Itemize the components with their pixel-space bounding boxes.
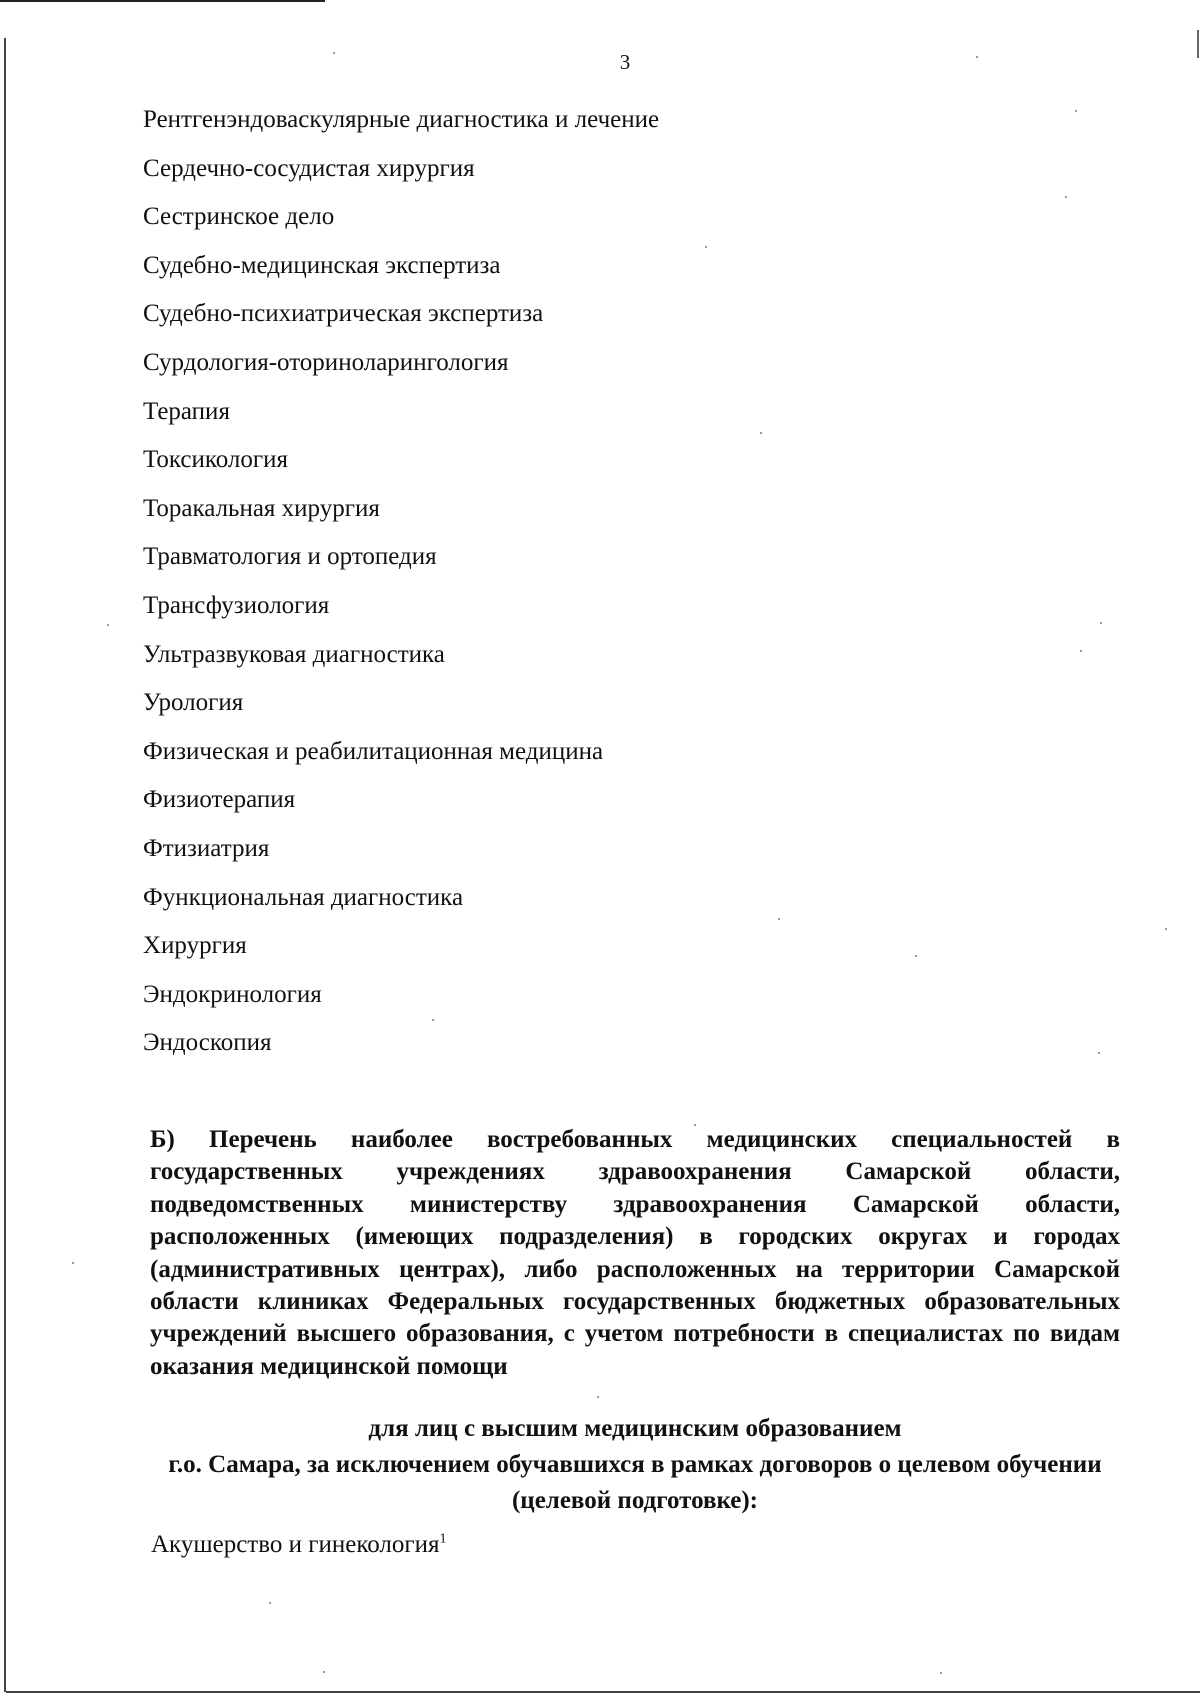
scan-speck [1165, 928, 1167, 930]
scan-edge-bottom [6, 1691, 1200, 1693]
scan-speck [72, 1262, 74, 1264]
list-item: Рентгенэндоваскулярные диагностика и лечение [143, 106, 660, 133]
scan-edge-right [1197, 30, 1199, 58]
scan-speck [323, 1671, 325, 1673]
list-item: Ультразвуковая диагностика [143, 640, 445, 668]
section-b-entry [151, 1527, 447, 1563]
footnote-marker: 1 [439, 1531, 447, 1547]
list-item: Торакальная хирургия [143, 494, 380, 522]
list-item: Травматология и ортопедия [143, 543, 437, 571]
scan-speck [1100, 622, 1102, 624]
page-number: 3 [619, 50, 631, 74]
list-item: Хирургия [143, 932, 247, 960]
list-item: Терапия [143, 397, 230, 425]
list-item: Сурдология-оториноларингология [143, 348, 509, 376]
subheading-line-2: г.о. Самара, за исключением обучавшихся в рамках договоров о целевом обучении (целевой подготовке): [168, 1451, 1102, 1514]
scan-speck [940, 1672, 942, 1674]
scan-speck [915, 955, 917, 957]
list-item: Сестринское дело [143, 203, 335, 231]
scan-edge-left [4, 38, 6, 1692]
list-item: Функциональная диагностика [143, 883, 464, 911]
scan-speck [1080, 650, 1082, 652]
list-item: Физическая и реабилитационная медицина [143, 737, 604, 765]
scan-speck [694, 1124, 696, 1126]
scan-speck [1075, 110, 1077, 112]
scan-speck [597, 1396, 599, 1398]
list-item: Урология [143, 689, 244, 717]
specialties-list [143, 102, 659, 1074]
list-item: Фтизиатрия [143, 834, 270, 862]
list-item: Токсикология [143, 446, 289, 474]
list-item: Судебно-медицинская экспертиза [143, 251, 501, 279]
section-b-heading: Б) Перечень наиболее востребованных медицинских специальностей в государственных учреждениях здравоохранения Самарской области, подведомственных министерству здравоохранения Самарской области, расположенных (имеющих подразделения) в городских округах и городах (административных центрах), либо расположенных на территории Самарской области клиниках Федеральных государственных бюджетных образовательных учреждений высшего образования, с учетом потребности в специалистах по видам оказания медицинской помощи [150, 1126, 1120, 1380]
scan-edge-top [0, 0, 325, 2]
scan-speck [1098, 1052, 1100, 1054]
section-b-subheading [150, 1411, 1120, 1519]
list-item: Эндоскопия [143, 1029, 272, 1057]
list-item: Судебно-психиатрическая экспертиза [143, 300, 544, 328]
scan-speck [1065, 196, 1067, 198]
subheading-line-1: для лиц с высшим медицинским образованием [368, 1415, 902, 1442]
scan-speck [760, 432, 762, 434]
scan-speck [778, 918, 780, 920]
scan-speck [432, 1019, 434, 1021]
list-item: Эндокринология [143, 980, 322, 1008]
scan-speck [705, 246, 707, 248]
scan-speck [976, 56, 978, 58]
scan-speck [107, 624, 109, 626]
scan-speck [333, 52, 335, 54]
list-item: Физиотерапия [143, 786, 296, 814]
entry-text: Акушерство и гинекология [151, 1531, 440, 1558]
scan-speck [269, 1602, 271, 1604]
list-item: Трансфузиология [143, 591, 330, 619]
list-item: Сердечно-сосудистая хирургия [143, 154, 475, 182]
